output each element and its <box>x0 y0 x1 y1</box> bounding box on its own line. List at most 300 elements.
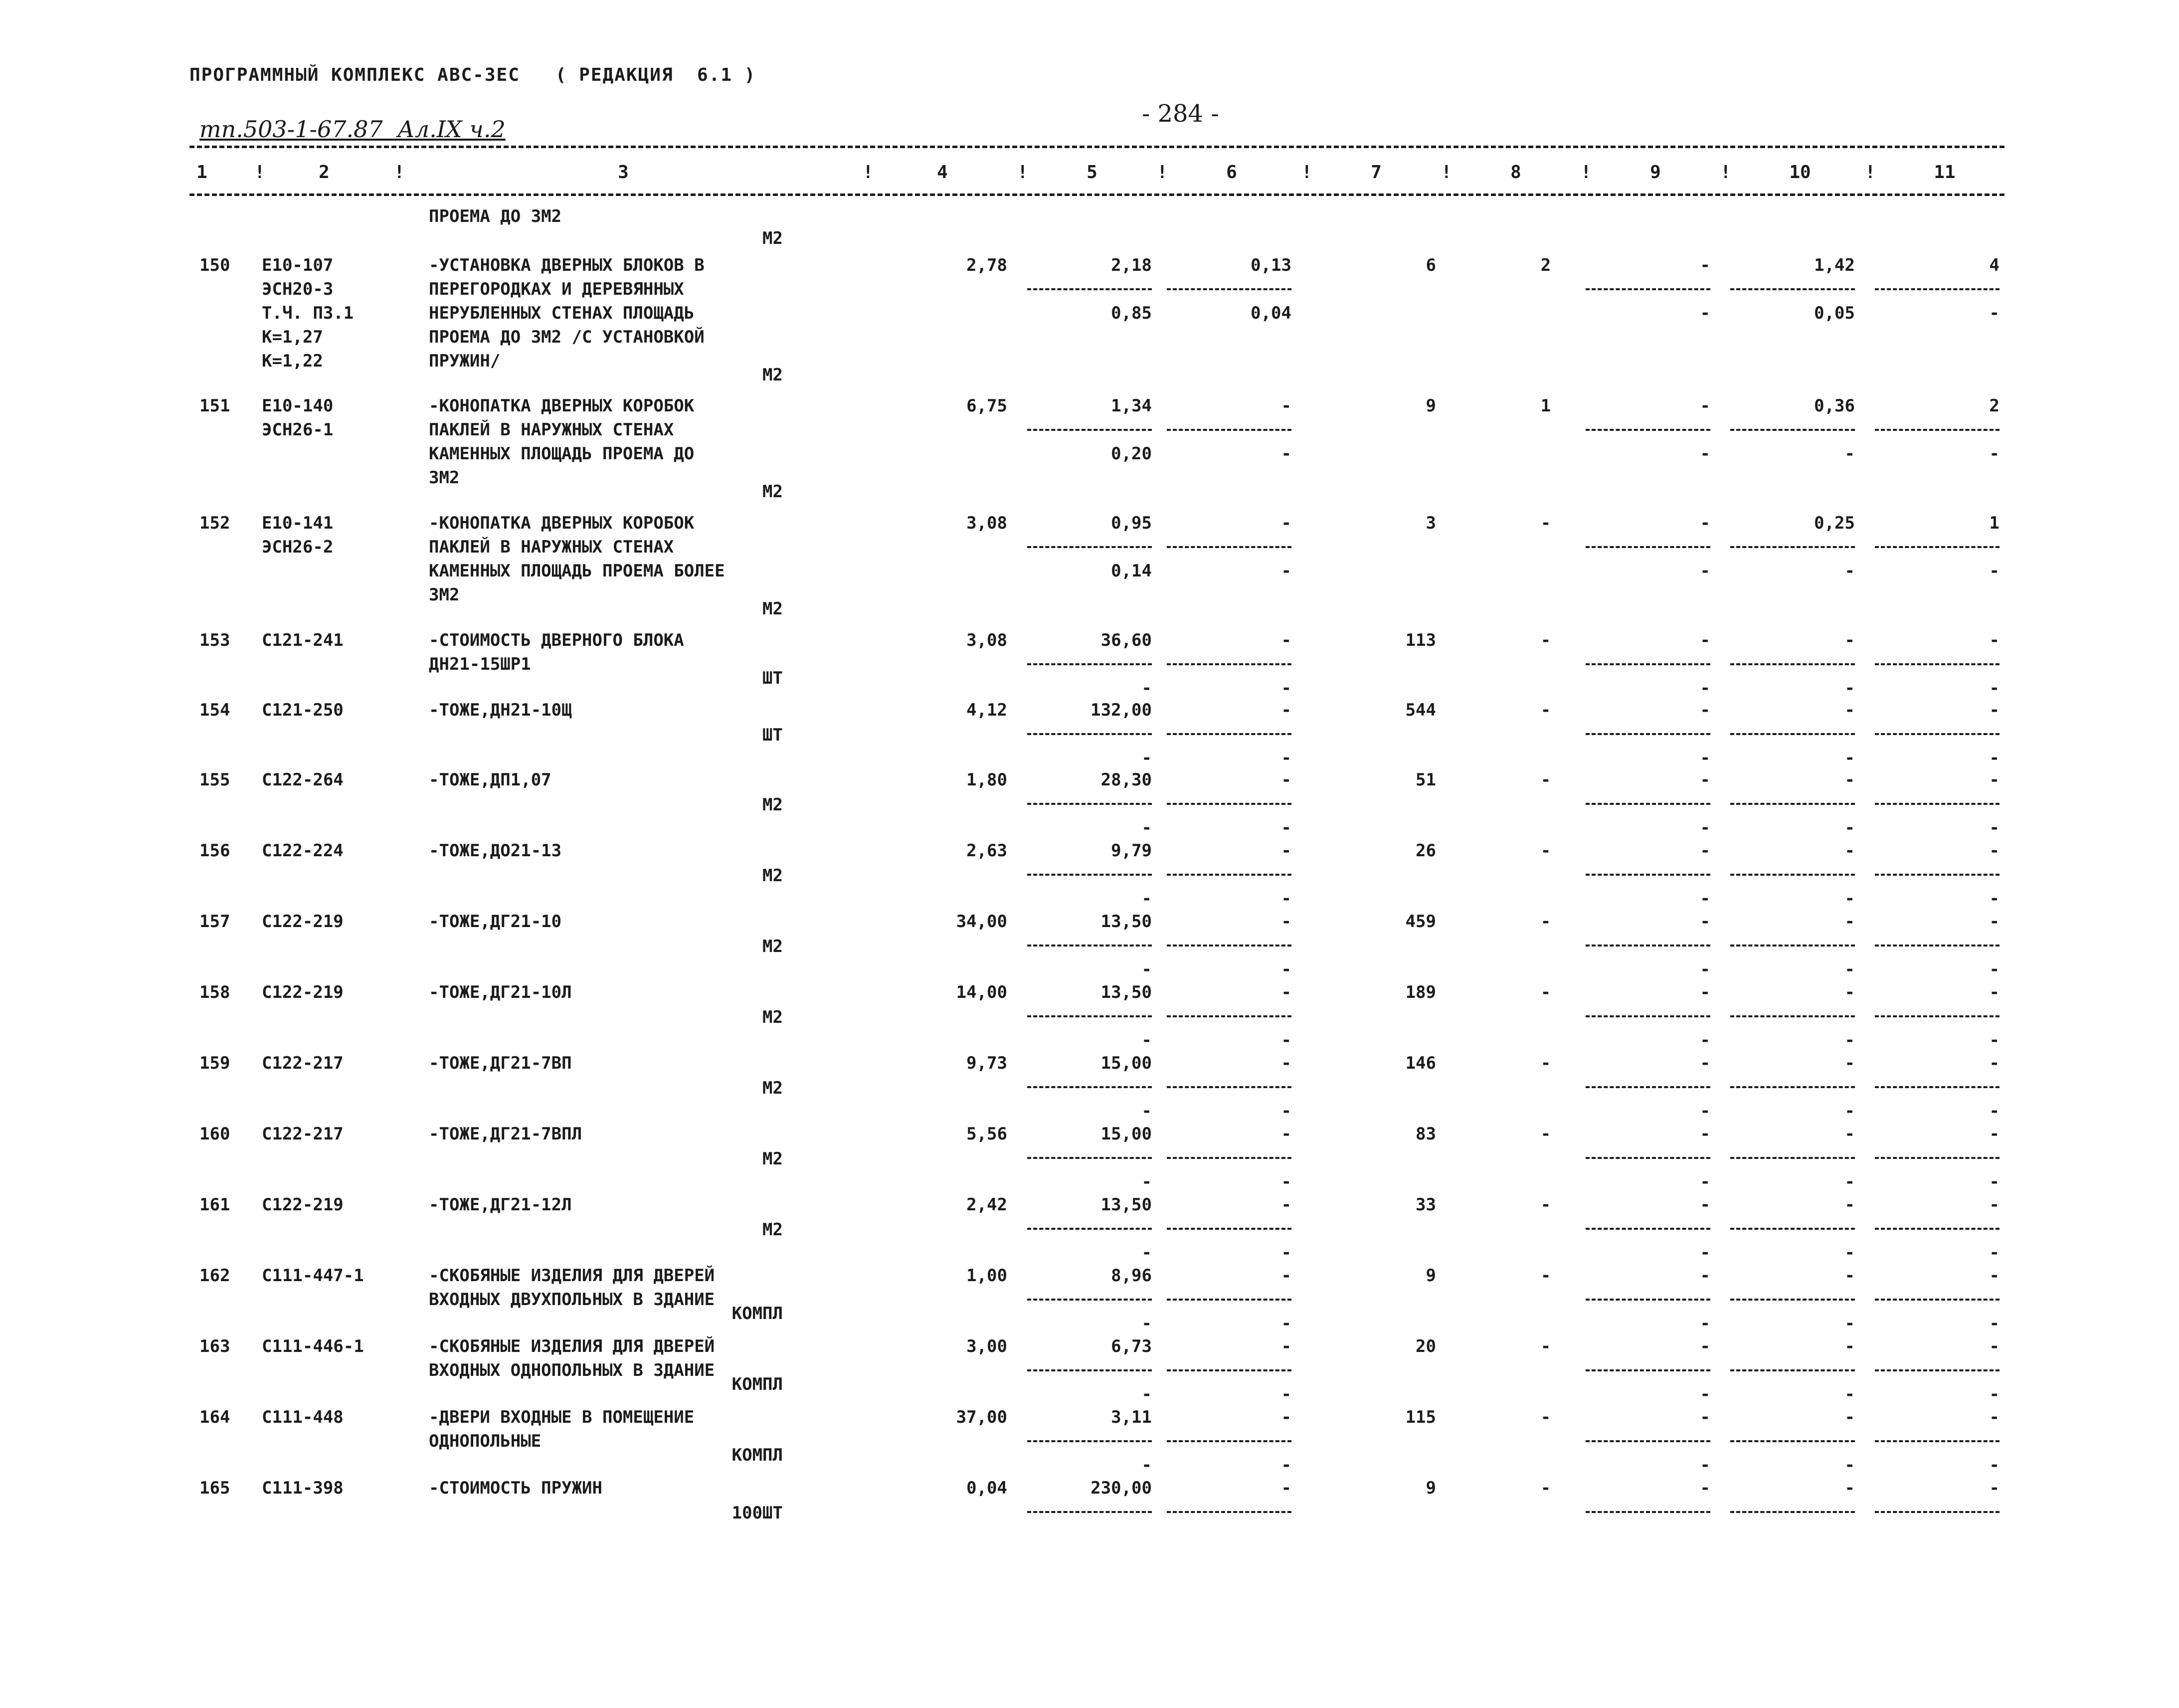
total-cost: 189 <box>1405 982 1436 1002</box>
column-separator: ! <box>863 162 874 183</box>
value-divider <box>1730 1299 1855 1301</box>
col-10-value-sub: - <box>1844 748 1855 768</box>
col-6-value: - <box>1281 513 1291 533</box>
col-11-value: - <box>1989 1266 1999 1286</box>
work-description: -СКОБЯНЫЕ ИЗДЕЛИЯ ДЛЯ ДВЕРЕЙ <box>429 1266 715 1286</box>
col-9-value-sub: - <box>1700 303 1710 323</box>
column-header-11: 11 <box>1934 162 1956 183</box>
value-divider <box>1875 1369 1999 1371</box>
col-6-value-sub: - <box>1281 1030 1291 1050</box>
col-10-value: - <box>1844 982 1855 1002</box>
col-8-value: - <box>1540 1195 1551 1215</box>
col-6-value: 0,13 <box>1251 255 1291 275</box>
col-9-value-sub: - <box>1700 1030 1710 1050</box>
total-cost: 20 <box>1416 1336 1436 1356</box>
unit-cost-sub: - <box>1141 1243 1152 1263</box>
value-divider <box>1586 945 1710 947</box>
column-separator: ! <box>1720 162 1731 183</box>
quantity: 3,08 <box>966 513 1007 533</box>
value-divider <box>1875 1157 1999 1159</box>
value-divider <box>1167 1015 1291 1017</box>
value-divider <box>1586 1157 1710 1159</box>
value-divider <box>1586 1086 1710 1088</box>
value-divider <box>1730 1369 1855 1371</box>
work-description: 3М2 <box>429 468 460 488</box>
value-divider <box>1586 733 1710 735</box>
work-description: -ТОЖЕ,ДГ21-12Л <box>429 1195 572 1215</box>
row-number: 154 <box>199 700 230 720</box>
work-description: ПАКЛЕЙ В НАРУЖНЫХ СТЕНАХ <box>429 537 674 557</box>
col-11-value-sub: - <box>1989 1030 1999 1050</box>
col-11-value: - <box>1989 1407 1999 1427</box>
quantity: 0,04 <box>966 1478 1007 1498</box>
col-6-value: - <box>1281 1124 1291 1144</box>
work-description: 3М2 <box>429 585 460 605</box>
value-divider <box>1586 1228 1710 1230</box>
col-9-value: - <box>1700 912 1710 932</box>
col-11-value-sub: - <box>1989 1384 1999 1404</box>
value-divider <box>1586 1299 1710 1301</box>
quantity: 2,63 <box>966 841 1007 861</box>
col-9-value-sub: - <box>1700 1172 1710 1192</box>
value-divider <box>1875 1299 1999 1301</box>
col-11-value-sub: - <box>1989 959 1999 979</box>
col-8-value: - <box>1540 630 1551 650</box>
row-number: 164 <box>199 1407 230 1427</box>
unit-cost-sub: - <box>1141 1101 1152 1121</box>
col-9-value-sub: - <box>1700 1314 1710 1333</box>
work-description: -СТОИМОСТЬ ДВЕРНОГО БЛОКА <box>429 630 684 650</box>
row-number: 153 <box>199 630 230 650</box>
col-9-value: - <box>1700 1053 1710 1073</box>
work-description: -ТОЖЕ,ДГ21-10 <box>429 912 562 932</box>
column-separator: ! <box>1581 162 1592 183</box>
col-11-value-sub: - <box>1989 1455 1999 1475</box>
value-divider <box>1027 429 1152 431</box>
col-8-value: - <box>1540 513 1551 533</box>
col-9-value-sub: - <box>1700 1455 1710 1475</box>
value-divider <box>1167 288 1291 290</box>
column-header-8: 8 <box>1510 162 1521 183</box>
value-divider <box>1586 1511 1710 1513</box>
value-divider <box>1730 1228 1855 1230</box>
value-divider <box>1730 1086 1855 1088</box>
work-description: ДН21-15ШР1 <box>429 654 531 674</box>
value-divider <box>1875 1086 1999 1088</box>
col-6-value: - <box>1281 630 1291 650</box>
column-header-7: 7 <box>1371 162 1382 183</box>
col-9-value: - <box>1700 770 1710 790</box>
work-description: -СКОБЯНЫЕ ИЗДЕЛИЯ ДЛЯ ДВЕРЕЙ <box>429 1336 715 1356</box>
quantity: 9,73 <box>966 1053 1007 1073</box>
resource-code: С121-250 <box>262 700 344 720</box>
total-cost: 9 <box>1426 1266 1436 1286</box>
col-6-value: - <box>1281 1407 1291 1427</box>
total-cost: 33 <box>1416 1195 1436 1215</box>
work-description: -ТОЖЕ,ДГ21-10Л <box>429 982 572 1002</box>
total-cost: 26 <box>1416 841 1436 861</box>
col-11-value-sub: - <box>1989 1172 1999 1192</box>
resource-code: С122-224 <box>262 841 344 861</box>
total-cost: 9 <box>1426 396 1436 416</box>
col-9-value: - <box>1700 1407 1710 1427</box>
value-divider <box>1027 1157 1152 1159</box>
column-header-4: 4 <box>937 162 948 183</box>
column-separator: ! <box>1301 162 1312 183</box>
work-description: -ТОЖЕ,ДГ21-7ВП <box>429 1053 572 1073</box>
col-11-value: - <box>1989 912 1999 932</box>
work-description: ОДНОПОЛЬНЫЕ <box>429 1431 542 1451</box>
resource-code: С122-217 <box>262 1124 344 1144</box>
work-description: КАМЕННЫХ ПЛОЩАДЬ ПРОЕМА ДО <box>429 444 695 464</box>
value-divider <box>1730 874 1855 876</box>
value-divider <box>1730 663 1855 665</box>
column-header-3: 3 <box>618 162 629 183</box>
col-9-value: - <box>1700 841 1710 861</box>
col-6-value-sub: - <box>1281 1314 1291 1333</box>
total-cost: 113 <box>1405 630 1436 650</box>
value-divider <box>1027 663 1152 665</box>
value-divider <box>1167 1511 1291 1513</box>
col-6-value: - <box>1281 770 1291 790</box>
column-separator: ! <box>394 162 405 183</box>
unit-of-measure: М2 <box>762 599 783 619</box>
col-11-value: 1 <box>1989 513 1999 533</box>
value-divider <box>1875 1228 1999 1230</box>
col-11-value-sub: - <box>1989 444 1999 464</box>
col-10-value: - <box>1844 1266 1855 1286</box>
unit-of-measure: М2 <box>762 1220 783 1240</box>
quantity: 14,00 <box>956 982 1007 1002</box>
unit-of-measure: М2 <box>762 1149 783 1169</box>
unit-cost-sub: 0,20 <box>1111 444 1152 464</box>
column-separator: ! <box>1441 162 1452 183</box>
work-description: -СТОИМОСТЬ ПРУЖИН <box>429 1478 602 1498</box>
col-11-value: 2 <box>1989 396 1999 416</box>
total-cost: 146 <box>1405 1053 1436 1073</box>
row-number: 155 <box>199 770 230 790</box>
page-number: - 284 - <box>1142 100 1219 128</box>
value-divider <box>1875 1015 1999 1017</box>
col-6-value-sub: - <box>1281 561 1291 581</box>
quantity: 4,12 <box>966 700 1007 720</box>
resource-code: С121-241 <box>262 630 344 650</box>
resource-code: С122-219 <box>262 1195 344 1215</box>
row-number: 162 <box>199 1266 230 1286</box>
column-header-5: 5 <box>1087 162 1097 183</box>
col-6-value: - <box>1281 1336 1291 1356</box>
resource-code: ЭСН20-3 <box>262 279 334 299</box>
unit-of-measure: М2 <box>762 1007 783 1027</box>
unit-cost: 8,96 <box>1111 1266 1152 1286</box>
column-header-10: 10 <box>1789 162 1811 183</box>
unit-cost: 1,34 <box>1111 396 1152 416</box>
col-11-value: - <box>1989 770 1999 790</box>
col-9-value: - <box>1700 1266 1710 1286</box>
col-6-value: - <box>1281 396 1291 416</box>
col-9-value: - <box>1700 982 1710 1002</box>
value-divider <box>1875 1440 1999 1442</box>
value-divider <box>1875 663 1999 665</box>
value-divider <box>1027 1440 1152 1442</box>
unit-of-measure: КОМПЛ <box>731 1304 783 1324</box>
col-8-value: - <box>1540 982 1551 1002</box>
unit-cost-sub: - <box>1141 818 1152 838</box>
value-divider <box>1027 1228 1152 1230</box>
work-description: ПЕРЕГОРОДКАХ И ДЕРЕВЯННЫХ <box>429 279 684 299</box>
col-10-value-sub: - <box>1844 1455 1855 1475</box>
value-divider <box>1730 803 1855 805</box>
unit-cost: 15,00 <box>1100 1124 1152 1144</box>
col-6-value-sub: - <box>1281 1384 1291 1404</box>
column-separator: ! <box>254 162 265 183</box>
col-8-value: - <box>1540 912 1551 932</box>
value-divider <box>1586 288 1710 290</box>
col-10-value: 0,36 <box>1814 396 1855 416</box>
value-divider <box>1730 1157 1855 1159</box>
col-10-value: - <box>1844 700 1855 720</box>
column-header-6: 6 <box>1226 162 1237 183</box>
resource-code: Е10-107 <box>262 255 334 275</box>
work-description: ПРУЖИН/ <box>429 351 501 371</box>
value-divider <box>1027 1086 1152 1088</box>
unit-cost-sub: - <box>1141 1172 1152 1192</box>
column-separator: ! <box>1017 162 1028 183</box>
col-11-value-sub: - <box>1989 1243 1999 1263</box>
total-cost: 6 <box>1426 255 1436 275</box>
col-9-value-sub: - <box>1700 561 1710 581</box>
col-9-value-sub: - <box>1700 959 1710 979</box>
col-9-value-sub: - <box>1700 1101 1710 1121</box>
unit-cost: 36,60 <box>1100 630 1152 650</box>
col-9-value: - <box>1700 630 1710 650</box>
value-divider <box>1586 429 1710 431</box>
col-10-value-sub: - <box>1844 561 1855 581</box>
value-divider <box>1167 803 1291 805</box>
value-divider <box>1167 945 1291 947</box>
unit-cost: 230,00 <box>1090 1478 1152 1498</box>
column-separator: ! <box>1865 162 1876 183</box>
col-10-value-sub: - <box>1844 1030 1855 1050</box>
resource-code: Е10-140 <box>262 396 334 416</box>
value-divider <box>1027 1511 1152 1513</box>
col-11-value-sub: - <box>1989 678 1999 698</box>
work-description: -ТОЖЕ,ДП1,07 <box>429 770 551 790</box>
total-cost: 115 <box>1405 1407 1436 1427</box>
col-9-value: - <box>1700 513 1710 533</box>
col-10-value-sub: - <box>1844 1172 1855 1192</box>
unit-cost: 9,79 <box>1111 841 1152 861</box>
column-header-1: 1 <box>196 162 207 183</box>
col-8-value: - <box>1540 1124 1551 1144</box>
carryover-desc: ПРОЕМА ДО 3М2 <box>429 206 562 226</box>
col-11-value-sub: - <box>1989 1101 1999 1121</box>
col-11-value: - <box>1989 1195 1999 1215</box>
total-cost: 9 <box>1426 1478 1436 1498</box>
value-divider <box>1167 1299 1291 1301</box>
col-6-value-sub: - <box>1281 818 1291 838</box>
total-cost: 459 <box>1405 912 1436 932</box>
resource-code: С111-448 <box>262 1407 344 1427</box>
value-divider <box>1027 733 1152 735</box>
value-divider <box>1875 288 1999 290</box>
col-9-value-sub: - <box>1700 1384 1710 1404</box>
quantity: 3,08 <box>966 630 1007 650</box>
value-divider <box>1586 874 1710 876</box>
unit-cost: 13,50 <box>1100 982 1152 1002</box>
row-number: 163 <box>199 1336 230 1356</box>
col-10-value: - <box>1844 1124 1855 1144</box>
col-10-value-sub: - <box>1844 1243 1855 1263</box>
row-number: 151 <box>199 396 230 416</box>
quantity: 1,00 <box>966 1266 1007 1286</box>
work-description: -ТОЖЕ,ДН21-10Щ <box>429 700 572 720</box>
col-10-value: - <box>1844 912 1855 932</box>
value-divider <box>1730 733 1855 735</box>
value-divider <box>1875 874 1999 876</box>
value-divider <box>1167 1086 1291 1088</box>
value-divider <box>1167 1157 1291 1159</box>
unit-of-measure: М2 <box>762 1078 783 1098</box>
col-10-value: - <box>1844 1478 1855 1498</box>
col-6-value-sub: - <box>1281 1101 1291 1121</box>
row-number: 158 <box>199 982 230 1002</box>
col-8-value: - <box>1540 1336 1551 1356</box>
col-6-value: - <box>1281 700 1291 720</box>
col-11-value-sub: - <box>1989 748 1999 768</box>
value-divider <box>1027 1299 1152 1301</box>
carryover-unit: М2 <box>762 228 783 248</box>
unit-cost-sub: 0,14 <box>1111 561 1152 581</box>
value-divider <box>1875 945 1999 947</box>
value-divider <box>1730 1015 1855 1017</box>
value-divider <box>1875 803 1999 805</box>
col-10-value-sub: - <box>1844 444 1855 464</box>
value-divider <box>1586 1369 1710 1371</box>
col-8-value: - <box>1540 770 1551 790</box>
unit-cost: 3,11 <box>1111 1407 1152 1427</box>
work-description: -КОНОПАТКА ДВЕРНЫХ КОРОБОК <box>429 513 695 533</box>
row-number: 161 <box>199 1195 230 1215</box>
total-cost: 83 <box>1416 1124 1436 1144</box>
col-10-value-sub: - <box>1844 889 1855 909</box>
unit-of-measure: 100ШТ <box>731 1503 783 1523</box>
col-6-value-sub: - <box>1281 889 1291 909</box>
quantity: 6,75 <box>966 396 1007 416</box>
value-divider <box>1027 874 1152 876</box>
value-divider <box>1167 429 1291 431</box>
unit-cost: 132,00 <box>1090 700 1152 720</box>
resource-code: С122-219 <box>262 912 344 932</box>
col-9-value: - <box>1700 255 1710 275</box>
row-number: 152 <box>199 513 230 533</box>
unit-cost-sub: - <box>1141 1384 1152 1404</box>
table-header-rule <box>189 193 2004 196</box>
unit-of-measure: М2 <box>762 482 783 502</box>
column-header-2: 2 <box>319 162 330 183</box>
col-11-value: 4 <box>1989 255 1999 275</box>
work-description: НЕРУБЛЕННЫХ СТЕНАХ ПЛОЩАДЬ <box>429 303 695 323</box>
value-divider <box>1586 1015 1710 1017</box>
col-11-value: - <box>1989 1053 1999 1073</box>
col-9-value: - <box>1700 1124 1710 1144</box>
col-10-value-sub: - <box>1844 1314 1855 1333</box>
unit-of-measure: М2 <box>762 365 783 385</box>
col-10-value-sub: - <box>1844 818 1855 838</box>
col-9-value: - <box>1700 1478 1710 1498</box>
work-description: ПАКЛЕЙ В НАРУЖНЫХ СТЕНАХ <box>429 420 674 440</box>
value-divider <box>1730 1440 1855 1442</box>
row-number: 160 <box>199 1124 230 1144</box>
unit-cost-sub: - <box>1141 959 1152 979</box>
value-divider <box>1167 1440 1291 1442</box>
value-divider <box>1730 546 1855 548</box>
col-9-value: - <box>1700 396 1710 416</box>
unit-cost: 6,73 <box>1111 1336 1152 1356</box>
work-description: -КОНОПАТКА ДВЕРНЫХ КОРОБОК <box>429 396 695 416</box>
col-8-value: - <box>1540 1407 1551 1427</box>
col-9-value-sub: - <box>1700 1243 1710 1263</box>
col-8-value: - <box>1540 700 1551 720</box>
unit-of-measure: ШТ <box>762 725 783 745</box>
col-9-value-sub: - <box>1700 889 1710 909</box>
unit-cost-sub: - <box>1141 678 1152 698</box>
resource-code: Е10-141 <box>262 513 334 533</box>
resource-code: С122-217 <box>262 1053 344 1073</box>
unit-cost-sub: - <box>1141 1455 1152 1475</box>
quantity: 3,00 <box>966 1336 1007 1356</box>
col-6-value: - <box>1281 912 1291 932</box>
unit-of-measure: М2 <box>762 866 783 886</box>
col-8-value: - <box>1540 841 1551 861</box>
value-divider <box>1586 1440 1710 1442</box>
unit-cost: 28,30 <box>1100 770 1152 790</box>
unit-cost-sub: - <box>1141 1030 1152 1050</box>
col-9-value: - <box>1700 700 1710 720</box>
value-divider <box>1027 546 1152 548</box>
value-divider <box>1875 429 1999 431</box>
quantity: 37,00 <box>956 1407 1007 1427</box>
unit-of-measure: М2 <box>762 937 783 956</box>
table-top-rule <box>189 146 2004 148</box>
work-description: -ТОЖЕ,ДО21-13 <box>429 841 562 861</box>
work-description: -УСТАНОВКА ДВЕРНЫХ БЛОКОВ В <box>429 255 705 275</box>
value-divider <box>1027 945 1152 947</box>
unit-cost: 13,50 <box>1100 1195 1152 1215</box>
col-8-value: 1 <box>1540 396 1551 416</box>
col-6-value-sub: - <box>1281 678 1291 698</box>
col-11-value: - <box>1989 841 1999 861</box>
value-divider <box>1167 663 1291 665</box>
col-11-value: - <box>1989 1124 1999 1144</box>
row-number: 156 <box>199 841 230 861</box>
value-divider <box>1167 874 1291 876</box>
unit-of-measure: КОМПЛ <box>731 1445 783 1465</box>
col-8-value: 2 <box>1540 255 1551 275</box>
col-6-value-sub: 0,04 <box>1251 303 1291 323</box>
value-divider <box>1875 733 1999 735</box>
col-11-value-sub: - <box>1989 818 1999 838</box>
value-divider <box>1586 663 1710 665</box>
unit-cost-sub: 0,85 <box>1111 303 1152 323</box>
col-8-value: - <box>1540 1053 1551 1073</box>
work-description: ВХОДНЫХ ДВУХПОЛЬНЫХ В ЗДАНИЕ <box>429 1290 715 1310</box>
col-10-value-sub: - <box>1844 1101 1855 1121</box>
col-9-value-sub: - <box>1700 444 1710 464</box>
resource-code: К=1,27 <box>262 327 323 347</box>
value-divider <box>1875 1511 1999 1513</box>
col-6-value-sub: - <box>1281 444 1291 464</box>
